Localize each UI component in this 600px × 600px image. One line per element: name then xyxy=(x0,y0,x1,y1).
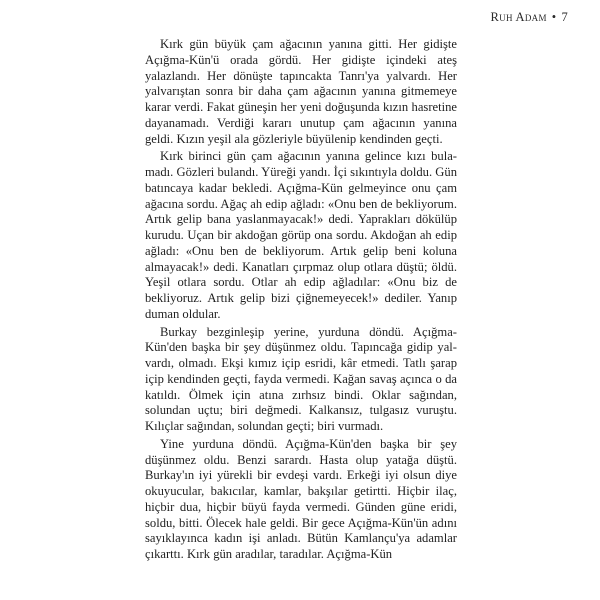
paragraph: Burkay bezginleşip yerine, yurduna döndü. Açığma-Kün'den başka bir şey düşünmez oldu. Tapıncağa gidip yalvardı, olmadı. Ekşi kımız içip esridi, kâr etmedi. Tatlı şarap içip kendinden geçti, fayda vermedi. Kağan savaş açınca o da katıldı. Ölmek için atına zırhsız bindi. Oklar sağından, solundan uçtu; biri değmedi. Kalkansız, tulgasız vuruştu. Kılıçlar sağından, solundan geçti; biri vurmadı. xyxy=(145,324,457,433)
page-number: 7 xyxy=(561,10,568,24)
paragraph: Yine yurduna döndü. Açığma-Kün'den başka bir şey düşünmez oldu. Benzi sarardı. Hasta olup yatağa düştü. Burkay'ın iyi yürekli bir evdeşi vardı. Erkeği iyi olsun diye okuyucular, bakıcılar, kamlar, bakşılar getirtti. Hiçbir ilaç, hiçbir dua, hiçbir büyü fayda vermedi. Günden güne eridi, soldu, bitti. Ölecek hale geldi. Bir gece Açığma-Kün'ün adını sayıklayınca kadın işi anladı. Bütün Kamlançu'ya adamlar çıkarttı. Kırk gün aradılar, taradılar. Açığma-Kün xyxy=(145,436,457,561)
header-separator: • xyxy=(551,10,557,24)
body-text xyxy=(145,37,457,563)
running-header xyxy=(491,10,568,25)
paragraph: Kırk gün büyük çam ağacının yanına gitti. Her gidişte Açığma-Kün'ü orada gördü. Her gidişte içindeki ateş yalazlandı. Her dönüşte tapıncakta Tanrı'ya yalvardı. Her yalvarıştan sonra bir daha çam ağacının yanına gitmemeye karar verdi. Fakat güneşin her yeni doğuşunda kızın hasretine dayanamadı. Verdiği kararı unutup çam ağacının yanına geldi. Kızın yeşil ala gözleriyle büyülenip kendinden geçti. xyxy=(145,37,457,146)
running-title: Ruh Adam xyxy=(490,10,547,24)
paragraph: Kırk birinci gün çam ağacının yanına gelince kızı bulamadı. Gözleri bulandı. Yüreği yandı. İçi sıkıntıyla doldu. Gün batıncaya kadar bekledi. Açığma-Kün gelmeyince onu çam ağacına sordu. Ağaç ah edip ağladı: «Onu ben de bekliyorum. Artık gelip bana yaslanmayacak!» dedi. Yaprakları dökülüp kurudu. Uçan bir akdoğan görüp ona sordu. Akdoğan ah edip ağladı: «Onu ben de bekliyorum. Artık gelip beni koluna almayacak!» dedi. Kanatları çırpmaz olup otlara düştü; öldü. Yeşil otlara sordu. Otlar ah edip ağladılar: «Onu biz de bekliyoruz. Artık gelip bizi çiğnemeyecek!» dediler. Yanıp duman oldular. xyxy=(145,149,457,321)
